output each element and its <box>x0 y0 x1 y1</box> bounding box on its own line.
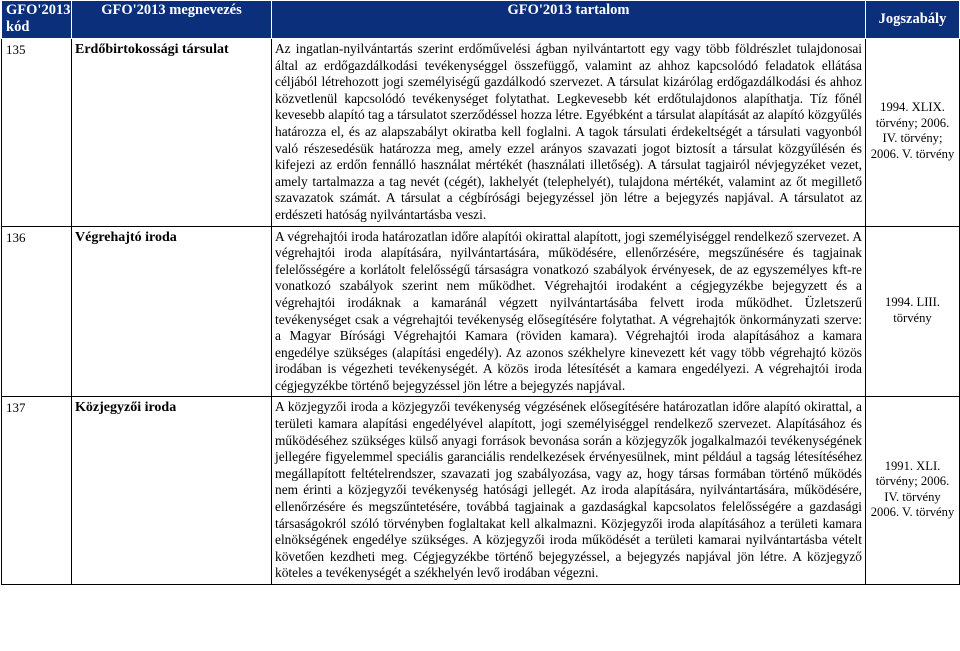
row-name: Közjegyzői iroda <box>72 397 272 585</box>
row-law: 1991. XLI. törvény; 2006. IV. törvény 2006. V. törvény <box>866 397 960 585</box>
row-law: 1994. XLIX. törvény; 2006. IV. törvény; 2006. V. törvény <box>866 39 960 227</box>
row-name: Erdőbirtokossági társulat <box>72 39 272 227</box>
row-code: 136 <box>2 226 72 397</box>
header-row <box>2 1 960 39</box>
header-code: GFO'2013 kód <box>2 1 72 39</box>
table-row <box>2 226 960 397</box>
gfo-table <box>1 0 960 585</box>
table-row <box>2 397 960 585</box>
table-body <box>2 39 960 585</box>
table-row <box>2 39 960 227</box>
header-name: GFO'2013 megnevezés <box>72 1 272 39</box>
row-content: A végrehajtói iroda határozatlan időre alapítói okirattal alapított, jogi személyiséggel rendelkező szervezet. A végrehajtói iroda alapítására, nyilvántartására, működésére, ellenőrzésére, megszűnésére és tagjainak felelősségére a korlátolt felelősségű társaságra vonatkozó szabályok érvényesek, de az egyszemélyes kft-re vonatkozó szabályok szerint nem működhet. Végrehajtói irodaként a cégjegyzékbe bejegyzett és a végrehajtói irodáknak a kamaránál végzett nyilvántartásába felvett iroda működhet. Üzletszerű tevékenységet csak a végrehajtói tevékenység elősegítésére folytathat. A végrehajtók önkormányzati szerve: a Magyar Bírósági Végrehajtói Kamara (röviden kamara). Végrehajtói iroda alapításához a kamara engedélye szükséges (alapítási engedély). Az azonos székhelyre kinevezett két vagy több végrehajtó közös irodában is végezheti tevékenységét. A közös iroda létesítését a kamara engedélyezi. A végrehajtói iroda cégjegyzékbe történő bejegyzéssel jön létre a bejegyzés napjával. <box>272 226 866 397</box>
header-content: GFO'2013 tartalom <box>272 1 866 39</box>
row-content: Az ingatlan-nyilvántartás szerint erdőművelési ágban nyilvántartott egy vagy több földrészlet tulajdonosai által az erdőgazdálkodási tevékenységgel összefüggő, valamint az ahhoz kapcsolódó feladatok ellátása céljából létrehozott jogi személyiségű gazdálkodó szervezet. A társulat kizárólag erdőgazdálkodási és ahhoz közvetlenül kapcsolódó tevékenységet folytathat. Legkevesebb két erdőtulajdonos alapíthatja. Tíz főnél kevesebb alapító tag a társulatot szerződéssel hozza létre. Egyébként a társulat alapítását az alapító közgyűlés határozza el, és az alapszabályt okiratba kell foglalni. A tagok társulati érdekeltségét a társulati vagyonból való részesedésük határozza meg, amely ezzel arányos szavazati jogot biztosít a társulat közgyűlésén és kifejezi az erdőn fennálló használat mértékét (használati illetőség). A társulat tagjairól névjegyzéket vezet, amely tartalmazza a tag nevét (cégét), lakhelyét (telephelyét), tulajdona mértékét, valamint az őt megillető szavazatok számát. A társulat a cégbírósági bejegyzéssel jön létre a bejegyzés napjával. A társulatot az erdészeti hatóság nyilvántartásba veszi. <box>272 39 866 227</box>
row-code: 137 <box>2 397 72 585</box>
row-name: Végrehajtó iroda <box>72 226 272 397</box>
row-code: 135 <box>2 39 72 227</box>
table-header <box>2 1 960 39</box>
row-content: A közjegyzői iroda a közjegyzői tevékenység végzésének elősegítésére határozatlan időre alapító okirattal, a területi kamara alapítási engedélyével alapított, jogi személyiséggel rendelkező szervezet. Alapításához és működéséhez szükséges külső anyagi források bevonása során a közjegyzők jogalkalmazói tevékenységének jellegére figyelemmel speciális garanciális rendelkezések érvényesülnek, mint például a tagság létesítéséhez megállapított feltételrendszer, szavazati jog szabályozása, vagy az, hogy társas formában történő működés nem érinti a közjegyzői tevékenység hatósági jellegét. Az iroda alapítására, nyilvántartására, működésére, ellenőrzésére és megszűntetésére, továbbá tagjainak a gazdaságkal kapcsolatos felelősségére a gazdasági társaságokról szóló törvényben foglaltakat kell alkalmazni. Közjegyzői iroda alapításához a területi kamara elnökségének engedélye szükséges. A közjegyzői iroda működését a területi kamarai nyilvántartásba vételt követően kezdheti meg. Cégjegyzékbe történő bejegyzéssel, a bejegyzés napjával jön létre. A közjegyző köteles a tevékenységét a székhelyén levő irodában végezni. <box>272 397 866 585</box>
header-law: Jogszabály <box>866 1 960 39</box>
row-law: 1994. LIII. törvény <box>866 226 960 397</box>
